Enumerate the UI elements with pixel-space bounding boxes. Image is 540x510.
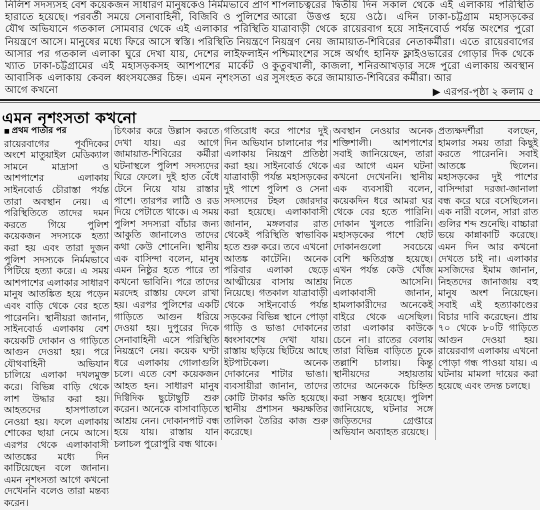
headline-rule <box>170 120 540 121</box>
body-column-2 <box>114 126 219 451</box>
story-headline: এমন নৃশংসতা কখনো <box>2 109 137 127</box>
section-divider <box>0 99 540 101</box>
body-column-3-text: গতিরোধ করে পাশের দুই দিন অভিযান চালানোর পর এলাকায় নিয়ন্ত্রণ প্রতিষ্ঠা করা হয়। সাইনবোর্ড থেকে যাত্রাবাড়ী পর্যন্ত মহাসড়কের দুই পাশে পুলিশ ও সেনা সদস্যদের টহল জোরদার করা হয়েছে। এলাকাবাসী জানান, মঙ্গলবার রাত থেকেই পরিস্থিতি স্বাভাবিক হতে শুরু করে। তবে এখনো আতঙ্ক কাটেনি। অনেক পরিবার এলাকা ছেড়ে আত্মীয়ের বাসায় আশ্রয় নিয়েছে। গতকাল যাত্রাবাড়ী থেকে সাইনবোর্ড পর্যন্ত সড়কের বিভিন্ন স্থানে পোড়া গাড়ি ও ভাঙা দোকানের ধ্বংসাবশেষ দেখা যায়। রাস্তায় ছড়িয়ে ছিটিয়ে আছে ইটপাটকেল। অনেক দোকানের শাটার ভাঙা। ব্যবসায়ীরা জানান, তাদের কোটি টাকার ক্ষতি হয়েছে। স্থানীয় প্রশাসন ক্ষয়ক্ষতির তালিকা তৈরির কাজ শুরু করেছে। <box>224 126 328 439</box>
body-column-1 <box>4 126 109 509</box>
top-story-continuation <box>0 0 540 97</box>
body-column-2-text: চিৎকার করে উল্লাস করতে দেখা যায়। এর আগে জামায়াত-শিবিরের কর্মীরা ঘটনাস্থলে পুলিশ সদস্যদের ঘিরে ফেলে। দুই হাত বেঁধে টেনে নিয়ে যায় রাস্তার পাশে। তারপর লাঠি ও রড দিয়ে পেটাতে থাকে। এ সময় পুলিশ সদস্যরা বাঁচার জন্য আকুতি জানালেও তাদের কথা কেউ শোনেনি। স্থানীয় এক বাসিন্দা বলেন, মানুষ এমন নিষ্ঠুর হতে পারে তা কখনো ভাবিনি। পরে তাদের মরদেহ রাস্তায় ফেলে রাখা হয়। এরপর পুলিশের একটি গাড়িতে আগুন ধরিয়ে দেওয়া হয়। দুপুরের দিকে সেনাবাহিনী এসে পরিস্থিতি নিয়ন্ত্রণে নেয়। কয়েক ঘণ্টা ধরে এলাকায় গোলাগুলি চলে। এতে বেশ কয়েকজন আহত হন। সাধারণ মানুষ দিগ্বিদিক ছুটোছুটি শুরু করেন। অনেকে বাসাবাড়িতে আশ্রয় নেন। দোকানপাট বন্ধ হয়ে যায়। রাস্তায় যান চলাচল পুরোপুরি বন্ধ থাকে। <box>114 126 219 451</box>
column-separator <box>330 130 331 440</box>
continued-from-label: ■ প্রথম পাতার পর <box>4 126 109 138</box>
story-body <box>0 126 540 509</box>
body-column-4 <box>333 126 433 440</box>
body-column-1-text: রায়েরবাগের পূর্বদিকের অংশে মাতুয়াইল মেডিক্যাল সামনে মাদ্রাসা ও আশপাশের এলাকায় সাইনবোর্ড চৌরাস্তা পর্যন্ত তারা অবস্থান নেয়। এ পরিস্থিতিতে তাদের দমন করতে গিয়ে পুলিশ কয়েকজন সদস্যকে হত্যা করা হয় এবং তারা দুজন পুলিশ সদস্যকে নির্মমভাবে পিটিয়ে হত্যা করে। এ সময় আশপাশের এলাকার সাধারণ মানুষ আতঙ্কিত হয়ে পড়েন এবং বাড়ি থেকে বের হতে পারেননি। স্থানীয়রা জানান, সাইনবোর্ড এলাকায় বেশ কয়েকটি দোকান ও গাড়িতে আগুন দেওয়া হয়। পরে যৌথবাহিনী অভিযান চালিয়ে এলাকা দখলমুক্ত করে। বিভিন্ন বাড়ি থেকে লাশ উদ্ধার করা হয়। আহতদের হাসপাতালে নেওয়া হয়। ফলে এলাকায় শোকের ছায়া নেমে আসে। এরপর থেকে এলাকাবাসী আতঙ্কের মধ্যে দিন কাটিয়েছেন বলে জানান। এমন নৃশংসতা আগে কখনো দেখেননি বলেও তারা মন্তব্য করেন। <box>4 138 109 509</box>
section-divider-thin <box>0 102 540 103</box>
top-left-text: নিলিশ সদস্যসহ বেশ কয়েকজন সাধারণ মানুষকেও নির্মমভাবে প্রাণ হারাতে হয়েছে। পরবর্তী সময়ে সেনাবাহিনী, বিজিবি ও পুলিশের যৌথ অভিযানে গতকাল সোমবার থেকে এই এলাকার পরিস্থিতি নিয়ন্ত্রণে আসে। মানুষের মধ্যে ফিরে আসে স্বস্তি। পরিস্থিতি নিয়ন্ত্রণে আসার পর গতকাল এলাকা ঘুরে দেখা যায়, দেশের লাইফলাইন খ্যাত ঢাকা-চট্টগ্রামের এই মহাসড়কসহ আশপাশের মার্কেট ও আবাসিক এলাকায় কেবল ধ্বংসযজ্ঞের চিহ্ন। এমন নৃশংসতা এর আগে কখনো <box>5 0 269 97</box>
top-right-column <box>272 0 534 97</box>
top-left-column <box>5 0 269 97</box>
body-column-3 <box>224 126 328 440</box>
column-separator <box>111 130 112 440</box>
column-separator <box>221 130 222 440</box>
continuation-note: ▶ এরপর-পৃষ্ঠা ২ কলাম ৫ <box>432 87 534 99</box>
body-column-4-text: অবস্থান নেওয়ার অনেক শক্তিশালী। আশপাশের সবাই জানিয়েছেন, তারা এর আগে এমন ঘটনা কখনো দেখেননি। স্থানীয় এক ব্যবসায়ী বলেন, কয়েকদিন ধরে আমরা ঘর থেকে বের হতে পারিনি। দোকান খুলতে পারিনি। মহাসড়কের পাশে ছোট দোকানগুলো সবচেয়ে বেশি ক্ষতিগ্রস্ত হয়েছে। এখন পর্যন্ত কেউ খোঁজ নিতে আসেনি। এলাকাবাসী জানান, হামলাকারীদের অনেকেই বাইরে থেকে এসেছিল। তারা এলাকার কাউকে চেনে না। রাতের বেলায় তারা বিভিন্ন বাড়িতে ঢুকে তল্লাশি চালায়। কিন্তু স্থানীয়দের সহায়তায় তাদের অনেককে চিহ্নিত করা সম্ভব হয়েছে। পুলিশ জানিয়েছে, ঘটনার সঙ্গে জড়িতদের গ্রেপ্তারে অভিযান অব্যাহত রয়েছে। <box>333 126 433 439</box>
body-column-5-text: প্রত্যক্ষদর্শীরা বলছেন, হামলার সময় তারা কিছুই করতে পারেননি। সবাই আতঙ্কে ছিলেন। মহাসড়কের দুই পাশের বাসিন্দারা দরজা-জানালা বন্ধ করে ঘরে বসেছিলেন। এক নারী বলেন, সারা রাত গুলির শব্দ শুনেছি। বাচ্চারা ভয়ে কান্নাকাটি করেছে। এমন দিন আর কখনো দেখতে চাই না। এলাকার মসজিদের ইমাম জানান, নিহতদের জানাজায় বহু মানুষ অংশ নিয়েছেন। সবাই এই হত্যাকাণ্ডের বিচার দাবি করেছেন। প্রায় ৭০ থেকে ৮০টি গাড়িতে আগুন দেওয়া হয়। রায়েরবাগ এলাকায় এখনো পোড়া গন্ধ পাওয়া যায়। এ ঘটনায় মামলা দায়ের করা হয়েছে এবং তদন্ত চলছে। <box>438 126 538 393</box>
column-separator <box>435 130 436 440</box>
top-right-text: শাপলাচত্বরের দ্বিতীয় দিন সকাল থেকে এই এলাকায় পরিস্থিতি আরো উত্তপ্ত হয়ে ওঠে। এদিন ঢাকা-চট্টগ্রাম মহাসড়কের যাত্রাবাড়ী থেকে রায়েরবাগ হয়ে সাইনবোর্ড পর্যন্ত অংশের পুরো নিয়ন্ত্রণ নেয় জামায়াত-শিবিরের নেতাকর্মীরা। এতে রায়েরবাগের পশ্চিমাংশের সঙ্গে অর্থাৎ হানিফ ফ্লাইওভারের গোড়ার দিক থেকে কুতুবখালী, কাজলা, শনিরআখড়ার সঙ্গে পুরো এলাকায় অবস্থান সুসংহত করে জামায়াত-শিবিরের কর্মীরা। আর <box>272 0 534 85</box>
body-column-5 <box>438 126 538 440</box>
